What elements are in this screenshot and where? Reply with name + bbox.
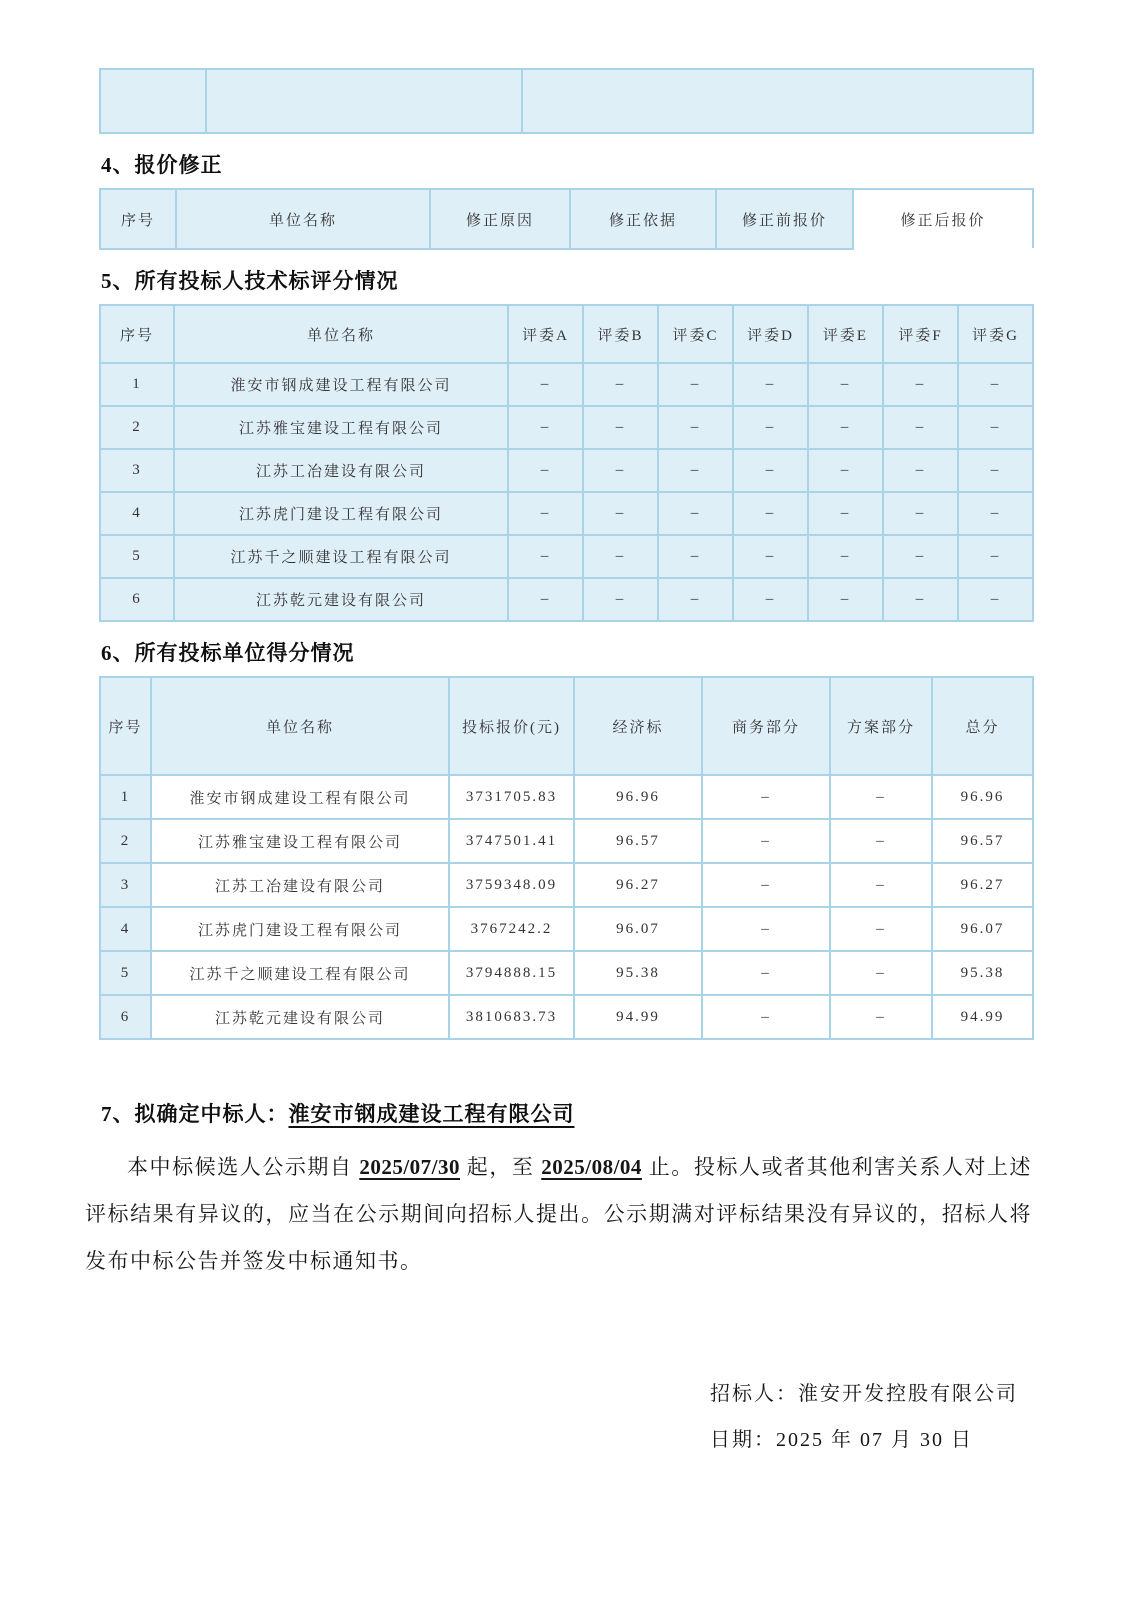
judge-b-score: –	[583, 406, 658, 449]
judge-g-score: –	[958, 492, 1033, 535]
judge-e-score: –	[808, 535, 883, 578]
tech-score-table	[99, 304, 1034, 622]
plan-score: –	[830, 951, 932, 995]
judge-c-score: –	[658, 363, 733, 406]
judge-e-score: –	[808, 492, 883, 535]
table-row	[100, 492, 1033, 535]
date-line: 日期：2025 年 07 月 30 日	[710, 1429, 973, 1451]
economic-score: 96.96	[574, 775, 702, 819]
judge-a-score: –	[508, 363, 583, 406]
table-row	[100, 907, 1033, 951]
col-header-seq: 序号	[100, 677, 151, 775]
economic-score: 96.27	[574, 863, 702, 907]
table-row	[100, 578, 1033, 621]
section7-label: 7、拟确定中标人：	[101, 1102, 289, 1126]
judge-g-score: –	[958, 406, 1033, 449]
judge-b-score: –	[583, 535, 658, 578]
top-partial-table	[99, 68, 1034, 134]
notice-text: 止。投标人或者其他利害关系人对上述评标结果有异议的，应当在公示期间向招标人提出。公示期满对评标结果没有异议的，招标人将发布中标公告并签发中标通知书。	[85, 1155, 1033, 1273]
judge-f-score: –	[883, 363, 958, 406]
winner-company-name: 淮安市钢成建设工程有限公司	[288, 1102, 575, 1126]
plan-score: –	[830, 819, 932, 863]
col-header-judge-a: 评委A	[508, 305, 583, 363]
company-name: 淮安市钢成建设工程有限公司	[174, 363, 508, 406]
table-row	[100, 863, 1033, 907]
economic-score: 94.99	[574, 995, 702, 1039]
table-row	[100, 775, 1033, 819]
total-score: 95.38	[932, 951, 1033, 995]
col-header-seq: 序号	[100, 305, 174, 363]
section6-title: 6、所有投标单位得分情况	[101, 641, 355, 665]
row-number: 2	[100, 406, 174, 449]
col-header-company: 单位名称	[176, 189, 430, 249]
judge-e-score: –	[808, 363, 883, 406]
economic-score: 96.57	[574, 819, 702, 863]
judge-c-score: –	[658, 406, 733, 449]
row-number: 4	[100, 492, 174, 535]
col-header-judge-d: 评委D	[733, 305, 808, 363]
bid-price: 3731705.83	[449, 775, 574, 819]
row-number: 2	[100, 819, 151, 863]
bid-price: 3794888.15	[449, 951, 574, 995]
row-number: 4	[100, 907, 151, 951]
col-header-reason: 修正原因	[430, 189, 570, 249]
judge-c-score: –	[658, 449, 733, 492]
empty-cell	[206, 69, 522, 133]
publicity-start-date: 2025/07/30	[359, 1155, 460, 1179]
judge-a-score: –	[508, 578, 583, 621]
col-header-bid-price: 投标报价(元)	[449, 677, 574, 775]
judge-d-score: –	[733, 492, 808, 535]
notice-text: 本中标候选人公示期自	[127, 1155, 360, 1179]
business-score: –	[702, 775, 830, 819]
signature-block	[710, 1371, 1131, 1463]
judge-c-score: –	[658, 535, 733, 578]
col-header-company: 单位名称	[151, 677, 449, 775]
judge-d-score: –	[733, 363, 808, 406]
empty-cell	[522, 69, 1033, 133]
judge-e-score: –	[808, 578, 883, 621]
plan-score: –	[830, 995, 932, 1039]
total-score: 96.27	[932, 863, 1033, 907]
business-score: –	[702, 907, 830, 951]
company-name: 江苏雅宝建设工程有限公司	[174, 406, 508, 449]
price-correction-table	[99, 188, 1034, 250]
total-score: 96.57	[932, 819, 1033, 863]
col-header-basis: 修正依据	[570, 189, 716, 249]
table-row	[100, 819, 1033, 863]
judge-b-score: –	[583, 363, 658, 406]
table-row	[100, 406, 1033, 449]
total-score: 96.96	[932, 775, 1033, 819]
judge-a-score: –	[508, 492, 583, 535]
col-header-judge-f: 评委F	[883, 305, 958, 363]
business-score: –	[702, 819, 830, 863]
total-score: 94.99	[932, 995, 1033, 1039]
business-score: –	[702, 863, 830, 907]
bid-price: 3759348.09	[449, 863, 574, 907]
table-header-row	[100, 677, 1033, 775]
judge-c-score: –	[658, 492, 733, 535]
col-header-judge-e: 评委E	[808, 305, 883, 363]
row-number: 6	[100, 995, 151, 1039]
company-name: 江苏乾元建设有限公司	[151, 995, 449, 1039]
row-number: 1	[100, 363, 174, 406]
table-row	[100, 995, 1033, 1039]
section5-title: 5、所有投标人技术标评分情况	[101, 269, 399, 293]
table-row	[100, 535, 1033, 578]
judge-d-score: –	[733, 449, 808, 492]
economic-score: 95.38	[574, 951, 702, 995]
col-header-judge-c: 评委C	[658, 305, 733, 363]
judge-d-score: –	[733, 535, 808, 578]
col-header-company: 单位名称	[174, 305, 508, 363]
row-number: 3	[100, 449, 174, 492]
business-score: –	[702, 995, 830, 1039]
col-header-price-after: 修正后报价	[853, 189, 1033, 249]
table-row	[100, 951, 1033, 995]
col-header-plan: 方案部分	[830, 677, 932, 775]
company-name: 江苏工冶建设有限公司	[151, 863, 449, 907]
judge-b-score: –	[583, 492, 658, 535]
judge-g-score: –	[958, 578, 1033, 621]
judge-a-score: –	[508, 535, 583, 578]
judge-a-score: –	[508, 449, 583, 492]
judge-g-score: –	[958, 449, 1033, 492]
col-header-total: 总分	[932, 677, 1033, 775]
judge-b-score: –	[583, 578, 658, 621]
publicity-end-date: 2025/08/04	[541, 1155, 642, 1179]
col-header-seq: 序号	[100, 189, 176, 249]
table-row	[100, 69, 1033, 133]
table-header-row	[100, 189, 1033, 249]
bid-price: 3767242.2	[449, 907, 574, 951]
company-name: 江苏千之顺建设工程有限公司	[174, 535, 508, 578]
plan-score: –	[830, 775, 932, 819]
table-header-row	[100, 305, 1033, 363]
row-number: 3	[100, 863, 151, 907]
company-name: 江苏工冶建设有限公司	[174, 449, 508, 492]
plan-score: –	[830, 907, 932, 951]
tenderer-line: 招标人：淮安开发控股有限公司	[710, 1383, 1018, 1405]
company-name: 江苏虎门建设工程有限公司	[151, 907, 449, 951]
empty-cell	[100, 69, 206, 133]
judge-d-score: –	[733, 578, 808, 621]
judge-f-score: –	[883, 492, 958, 535]
row-number: 6	[100, 578, 174, 621]
economic-score: 96.07	[574, 907, 702, 951]
judge-e-score: –	[808, 449, 883, 492]
company-name: 江苏乾元建设有限公司	[174, 578, 508, 621]
company-name: 江苏虎门建设工程有限公司	[174, 492, 508, 535]
judge-e-score: –	[808, 406, 883, 449]
judge-a-score: –	[508, 406, 583, 449]
judge-f-score: –	[883, 406, 958, 449]
row-number: 5	[100, 535, 174, 578]
col-header-business: 商务部分	[702, 677, 830, 775]
judge-b-score: –	[583, 449, 658, 492]
judge-f-score: –	[883, 578, 958, 621]
judge-f-score: –	[883, 449, 958, 492]
col-header-economic: 经济标	[574, 677, 702, 775]
row-number: 1	[100, 775, 151, 819]
row-number: 5	[100, 951, 151, 995]
section4-title: 4、报价修正	[101, 153, 223, 177]
business-score: –	[702, 951, 830, 995]
section7-title	[101, 1098, 1131, 1128]
col-header-judge-b: 评委B	[583, 305, 658, 363]
company-name: 淮安市钢成建设工程有限公司	[151, 775, 449, 819]
judge-d-score: –	[733, 406, 808, 449]
bid-price: 3747501.41	[449, 819, 574, 863]
company-name: 江苏雅宝建设工程有限公司	[151, 819, 449, 863]
total-score: 96.07	[932, 907, 1033, 951]
company-name: 江苏千之顺建设工程有限公司	[151, 951, 449, 995]
notice-paragraph	[85, 1144, 1032, 1285]
judge-f-score: –	[883, 535, 958, 578]
col-header-judge-g: 评委G	[958, 305, 1033, 363]
notice-text: 起，至	[459, 1155, 542, 1179]
table-row	[100, 449, 1033, 492]
tech-score-table-body	[100, 363, 1033, 621]
col-header-price-before: 修正前报价	[716, 189, 853, 249]
total-score-table-body	[100, 775, 1033, 1039]
judge-c-score: –	[658, 578, 733, 621]
plan-score: –	[830, 863, 932, 907]
table-row	[100, 363, 1033, 406]
total-score-table	[99, 676, 1034, 1040]
judge-g-score: –	[958, 535, 1033, 578]
bid-price: 3810683.73	[449, 995, 574, 1039]
judge-g-score: –	[958, 363, 1033, 406]
